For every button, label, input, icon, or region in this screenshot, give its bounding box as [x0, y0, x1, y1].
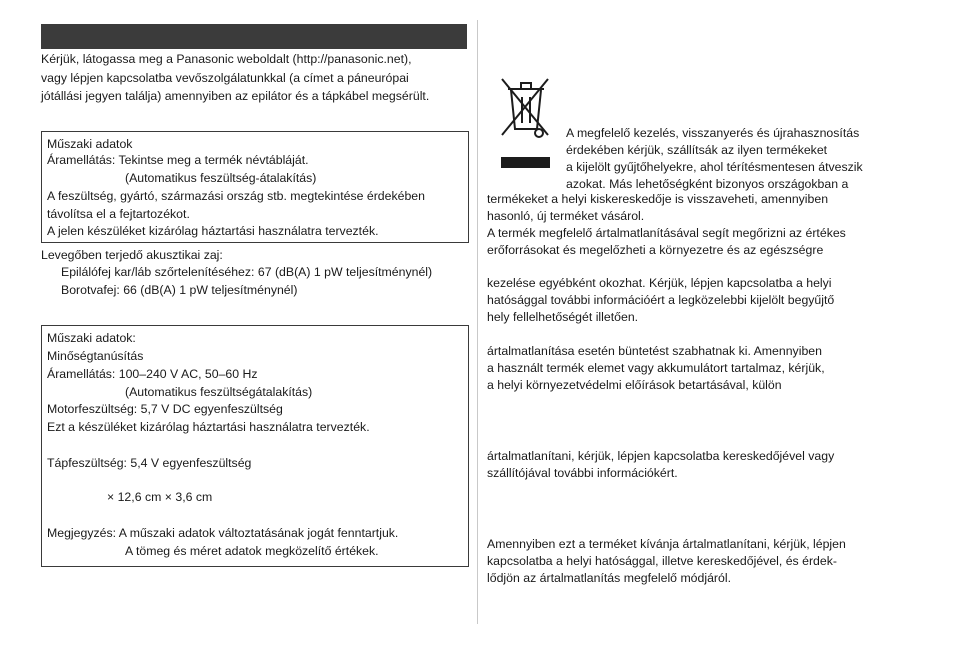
weee-para1-line-8: erőforrásokat és megelőzheti a környezetre és az egészségre — [487, 243, 824, 257]
weee-para5-line-1: Amennyiben ezt a terméket kívánja ártalmatlanítani, kérjük, lépjen — [487, 537, 846, 551]
bin-underline-bar — [501, 157, 550, 168]
weee-para2-line-2: hatósággal további információért a legközelebbi kijelölt begyűjtő — [487, 293, 835, 307]
weee-para2-line-3: hely fellelhetőségét illetően. — [487, 310, 639, 324]
column-divider — [477, 20, 478, 624]
spec-box1-line-1: Műszaki adatok — [47, 137, 133, 151]
spec-box2-line-1: Műszaki adatok: — [47, 331, 136, 345]
spec-box2-line-5: Motorfeszültség: 5,7 V DC egyenfeszültség — [47, 402, 283, 416]
intro-line-1: Kérjük, látogassa meg a Panasonic weboldalt (http://panasonic.net), — [41, 52, 412, 66]
noise-line-2: Borotvafej: 66 (dB(A) 1 pW teljesítménynél) — [61, 283, 298, 297]
spec-box2-line-4: (Automatikus feszültségátalakítás) — [125, 385, 313, 399]
weee-para3-line-2: a használt termék elemet vagy akkumulátort tartalmaz, kérjük, — [487, 361, 825, 375]
noise-line-1: Epilálófej kar/láb szőrtelenítéséhez: 67 (dB(A) 1 pW teljesítménynél) — [61, 265, 433, 279]
spec-box2-line-3: Áramellátás: 100–240 V AC, 50–60 Hz — [47, 367, 258, 381]
weee-para1-line-3: a kijelölt gyűjtőhelyekre, ahol térítésmentesen átveszik — [566, 160, 863, 174]
spec-box1-line-4: A feszültség, gyártó, származási ország stb. megtekintése érdekében — [47, 189, 425, 203]
weee-para1-line-4: azokat. Más lehetőségként bizonyos országokban a — [566, 177, 849, 191]
weee-para1-line-7: A termék megfelelő ártalmatlanításával segít megőrizni az értékes — [487, 226, 846, 240]
noise-heading: Levegőben terjedő akusztikai zaj: — [41, 248, 223, 262]
crossed-out-wheeled-bin-icon — [498, 73, 554, 141]
weee-para1-line-5: termékeket a helyi kiskereskedője is visszaveheti, amennyiben — [487, 192, 829, 206]
weee-para4-line-2: szállítójával további információkért. — [487, 466, 678, 480]
spec-box1-line-3: (Automatikus feszültség-átalakítás) — [125, 171, 317, 185]
spec-box2-line-7: Tápfeszültség: 5,4 V egyenfeszültség — [47, 456, 252, 470]
weee-para5-line-2: kapcsolatba a helyi hatósággal, illetve kereskedőjével, és érdek- — [487, 554, 837, 568]
intro-line-2: vagy lépjen kapcsolatba vevőszolgálatunkkal (a címet a páneurópai — [41, 71, 409, 85]
weee-para1-line-1: A megfelelő kezelés, visszanyerés és újrahasznosítás — [566, 126, 860, 140]
spec-box1-line-6: A jelen készüléket kizárólag háztartási használatra tervezték. — [47, 224, 379, 238]
weee-para4-line-1: ártalmatlanítani, kérjük, lépjen kapcsolatba kereskedőjével vagy — [487, 449, 835, 463]
spec-box2-line-8: × 12,6 cm × 3,6 cm — [107, 490, 213, 504]
section-header-bar — [41, 24, 467, 49]
spec-box1-line-2: Áramellátás: Tekintse meg a termék névtábláját. — [47, 153, 309, 167]
weee-para1-line-2: érdekében kérjük, szállítsák az ilyen termékeket — [566, 143, 828, 157]
spec-box2-line-10: A tömeg és méret adatok megközelítő értékek. — [125, 544, 379, 558]
weee-para2-line-1: kezelése egyébként okozhat. Kérjük, lépjen kapcsolatba a helyi — [487, 276, 832, 290]
spec-box2-line-6: Ezt a készüléket kizárólag háztartási használatra tervezték. — [47, 420, 370, 434]
weee-para3-line-1: ártalmatlanítása esetén büntetést szabhatnak ki. Amennyiben — [487, 344, 822, 358]
spec-box2-line-2: Minőségtanúsítás — [47, 349, 144, 363]
spec-box1-line-5: távolítsa el a fejtartozékot. — [47, 207, 190, 221]
spec-box2-line-9: Megjegyzés: A műszaki adatok változtatásának jogát fenntartjuk. — [47, 526, 399, 540]
intro-line-3: jótállási jegyen találja) amennyiben az epilátor és a tápkábel megsérült. — [41, 89, 430, 103]
weee-para5-line-3: lődjön az ártalmatlanítás megfelelő módjáról. — [487, 571, 732, 585]
weee-para1-line-6: hasonló, új terméket vásárol. — [487, 209, 645, 223]
weee-para3-line-3: a helyi környezetvédelmi előírások betartásával, külön — [487, 378, 782, 392]
